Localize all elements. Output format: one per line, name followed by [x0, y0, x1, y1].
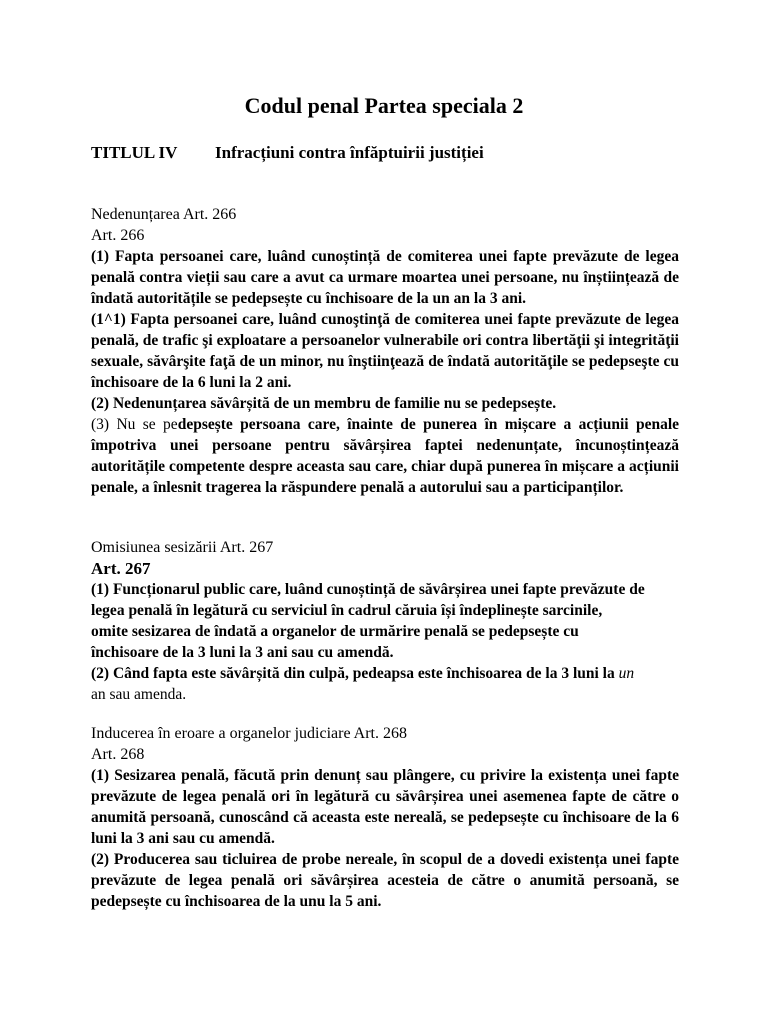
article-266-paragraph-3-lead: (3) Nu se pe	[91, 416, 178, 433]
title-iv-heading	[91, 142, 484, 164]
article-266-heading: Nedenunțarea Art. 266	[91, 206, 237, 223]
article-266-paragraph-3	[91, 414, 679, 498]
article-266-paragraph-2: (2) Nedenunțarea săvârșită de un membru de familie nu se pedepsește.	[91, 395, 557, 412]
article-267-paragraph-1-line-1: (1) Funcționarul public care, luând cunoștință de săvârșirea unei fapte prevăzute de	[91, 581, 645, 598]
article-266	[91, 204, 679, 498]
article-268-label: Art. 268	[91, 746, 145, 763]
article-267-paragraph-2-main: (2) Când fapta este săvârșită din culpă, pedeapsa este închisoarea de la 3 luni la	[91, 665, 619, 682]
article-267-paragraph-1	[91, 579, 679, 663]
article-267-paragraph-1-line-4: închisoare de la 3 luni la 3 ani sau cu amendă.	[91, 644, 394, 661]
article-266-paragraph-3-rest: depsește persoana care, înainte de punerea în mișcare a acțiunii penale împotriva unei persoane pentru săvârșirea faptei nedenunțate, încunoștințează autoritățile competente despre aceasta sau care, chiar după punerea în mișcare a acțiunii penale, a înlesnit tragerea la răspundere penală a autorului sau a participanților.	[91, 416, 680, 496]
article-268-heading: Inducerea în eroare a organelor judiciare Art. 268	[91, 725, 407, 742]
article-267-paragraph-2-italic: un	[618, 665, 635, 682]
article-268-paragraph-2: (2) Producerea sau ticluirea de probe nereale, în scopul de a dovedi existența unei fapte prevăzute de legea penală ori săvârșirea acesteia de către o anumită persoană, se pedepsește cu închisoarea de la unu la 5 ani.	[91, 851, 679, 910]
article-266-label: Art. 266	[91, 227, 145, 244]
document-title: Codul penal Partea speciala 2	[244, 93, 524, 118]
article-267-heading: Omisiunea sesizării Art. 267	[91, 539, 274, 556]
article-268-paragraph-1: (1) Sesizarea penală, făcută prin denunț sau plângere, cu privire la existența unei fapte prevăzute de legea penală ori în legătură cu săvârșirea unei asemenea fapte de către o anumită persoană, cunoscând că aceasta este nereală, se pedepsește cu închisoare de la 6 luni la 3 ani sau cu amendă.	[91, 767, 679, 847]
article-266-paragraph-1: (1) Fapta persoanei care, luând cunoștință de comiterea unei fapte prevăzute de legea penală contra vieții sau care a avut ca urmare moartea unei persoane, nu înștiințează de îndată autoritățile se pedepsește cu închisoare de la un an la 3 ani.	[91, 248, 679, 307]
titlu-label: TITLUL IV	[91, 143, 178, 162]
article-267-paragraph-1-line-2: legea penală în legătură cu serviciul în cadrul căruia își îndeplinește sarcinile,	[91, 602, 603, 619]
article-267-paragraph-2-tail: an sau amenda.	[91, 686, 187, 703]
article-267-paragraph-1-line-3: omite sesizarea de îndată a organelor de urmărire penală se pedepsește cu	[91, 623, 579, 640]
titlu-name: Infracțiuni contra înfăptuirii justiției	[215, 143, 484, 162]
article-267-label: Art. 267	[91, 559, 151, 578]
article-267	[91, 537, 679, 705]
article-266-paragraph-1-1: (1^1) Fapta persoanei care, luând cunoştinţă de comiterea unei fapte prevăzute de legea penală, de trafic şi exploatare a persoanelor vulnerabile ori contra libertăţii şi integrităţii sexuale, săvârşite faţă de un minor, nu înştiinţează de îndată autorităţile se pedepseşte cu închisoare de la 6 luni la 2 ani.	[91, 311, 679, 391]
article-268	[91, 723, 679, 912]
article-267-paragraph-2	[91, 663, 679, 705]
